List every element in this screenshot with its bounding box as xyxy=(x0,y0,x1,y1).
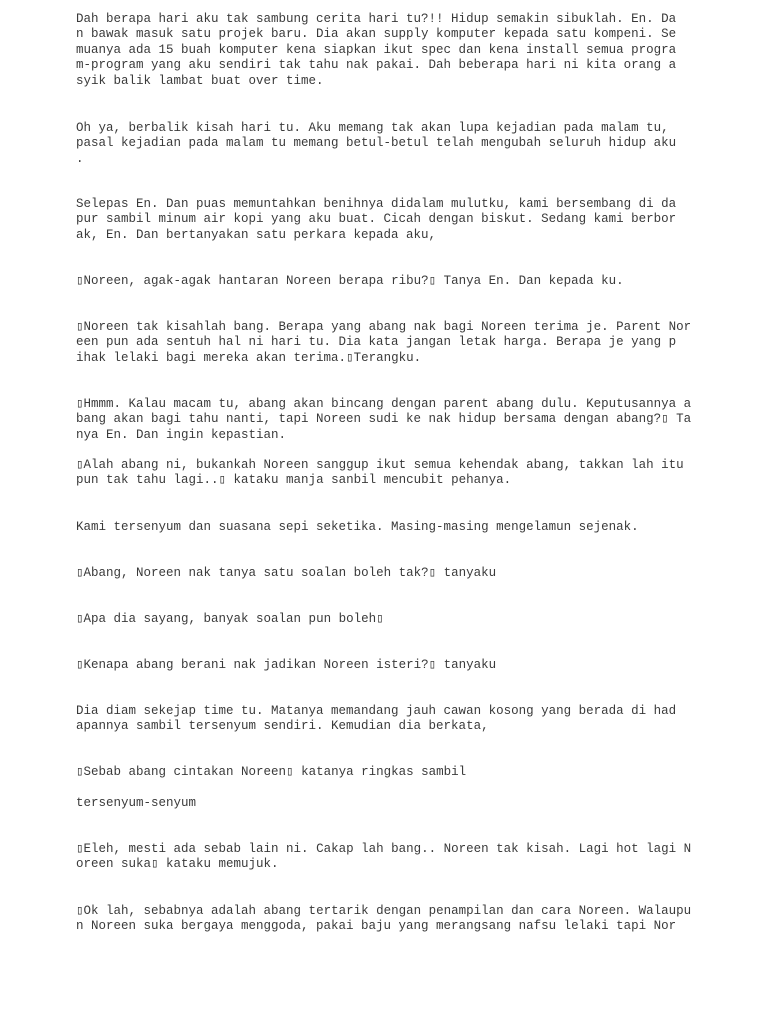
paragraph-14: tersenyum-senyum xyxy=(76,796,197,810)
paragraph-10: ▯Apa dia sayang, banyak soalan pun boleh▯ xyxy=(76,612,384,626)
paragraph-11: ▯Kenapa abang berani nak jadikan Noreen isteri?▯ tanyaku xyxy=(76,658,497,672)
paragraph-12: Dia diam sekejap time tu. Matanya memandang jauh cawan kosong yang berada di had apannya sambil tersenyum sendiri. Kemudian dia berkata, xyxy=(76,704,677,734)
paragraph-1: Dah berapa hari aku tak sambung cerita hari tu?!! Hidup semakin sibuklah. En. Da n bawak masuk satu projek baru. Dia akan supply komputer kepada satu kompeni. Se muanya ada 15 buah komputer kena siapkan ikut spec dan kena install semua progra m-program yang aku sendiri tak tahu nak pakai. Dah beberapa hari ni kita orang a syik balik lambat buat over time. xyxy=(76,12,677,88)
paragraph-4: ▯Noreen, agak-agak hantaran Noreen berapa ribu?▯ Tanya En. Dan kepada ku. xyxy=(76,274,624,288)
paragraph-9: ▯Abang, Noreen nak tanya satu soalan boleh tak?▯ tanyaku xyxy=(76,566,497,580)
paragraph-16: ▯Ok lah, sebabnya adalah abang tertarik dengan penampilan dan cara Noreen. Walaupu n Noreen suka bergaya menggoda, pakai baju yang merangsang nafsu lelaki tapi Nor xyxy=(76,904,692,934)
paragraph-15: ▯Eleh, mesti ada sebab lain ni. Cakap lah bang.. Noreen tak kisah. Lagi hot lagi N oreen suka▯ kataku memujuk. xyxy=(76,842,692,872)
paragraph-5: ▯Noreen tak kisahlah bang. Berapa yang abang nak bagi Noreen terima je. Parent Nor een pun ada sentuh hal ni hari tu. Dia kata jangan letak harga. Berapa je yang p ihak lelaki bagi mereka akan terima.▯Terangku. xyxy=(76,320,692,365)
paragraph-6: ▯Hmmm. Kalau macam tu, abang akan bincang dengan parent abang dulu. Keputusannya a bang akan bagi tahu nanti, tapi Noreen sudi ke nak hidup bersama dengan abang?▯ Ta nya En. Dan ingin kepastian. xyxy=(76,397,692,442)
paragraph-3: Selepas En. Dan puas memuntahkan benihnya didalam mulutku, kami bersembang di da pur sambil minum air kopi yang aku buat. Cicah dengan biskut. Sedang kami berbor ak, En. Dan bertanyakan satu perkara kepada aku, xyxy=(76,197,677,242)
paragraph-13: ▯Sebab abang cintakan Noreen▯ katanya ringkas sambil xyxy=(76,765,467,779)
paragraph-8: Kami tersenyum dan suasana sepi seketika. Masing-masing mengelamun sejenak. xyxy=(76,520,639,534)
paragraph-7: ▯Alah abang ni, bukankah Noreen sanggup ikut semua kehendak abang, takkan lah itu pun tak tahu lagi..▯ kataku manja sanbil mencubit pehanya. xyxy=(76,458,684,488)
paragraph-2: Oh ya, berbalik kisah hari tu. Aku memang tak akan lupa kejadian pada malam tu, pasal kejadian pada malam tu memang betul-betul telah mengubah seluruh hidup aku . xyxy=(76,121,677,166)
